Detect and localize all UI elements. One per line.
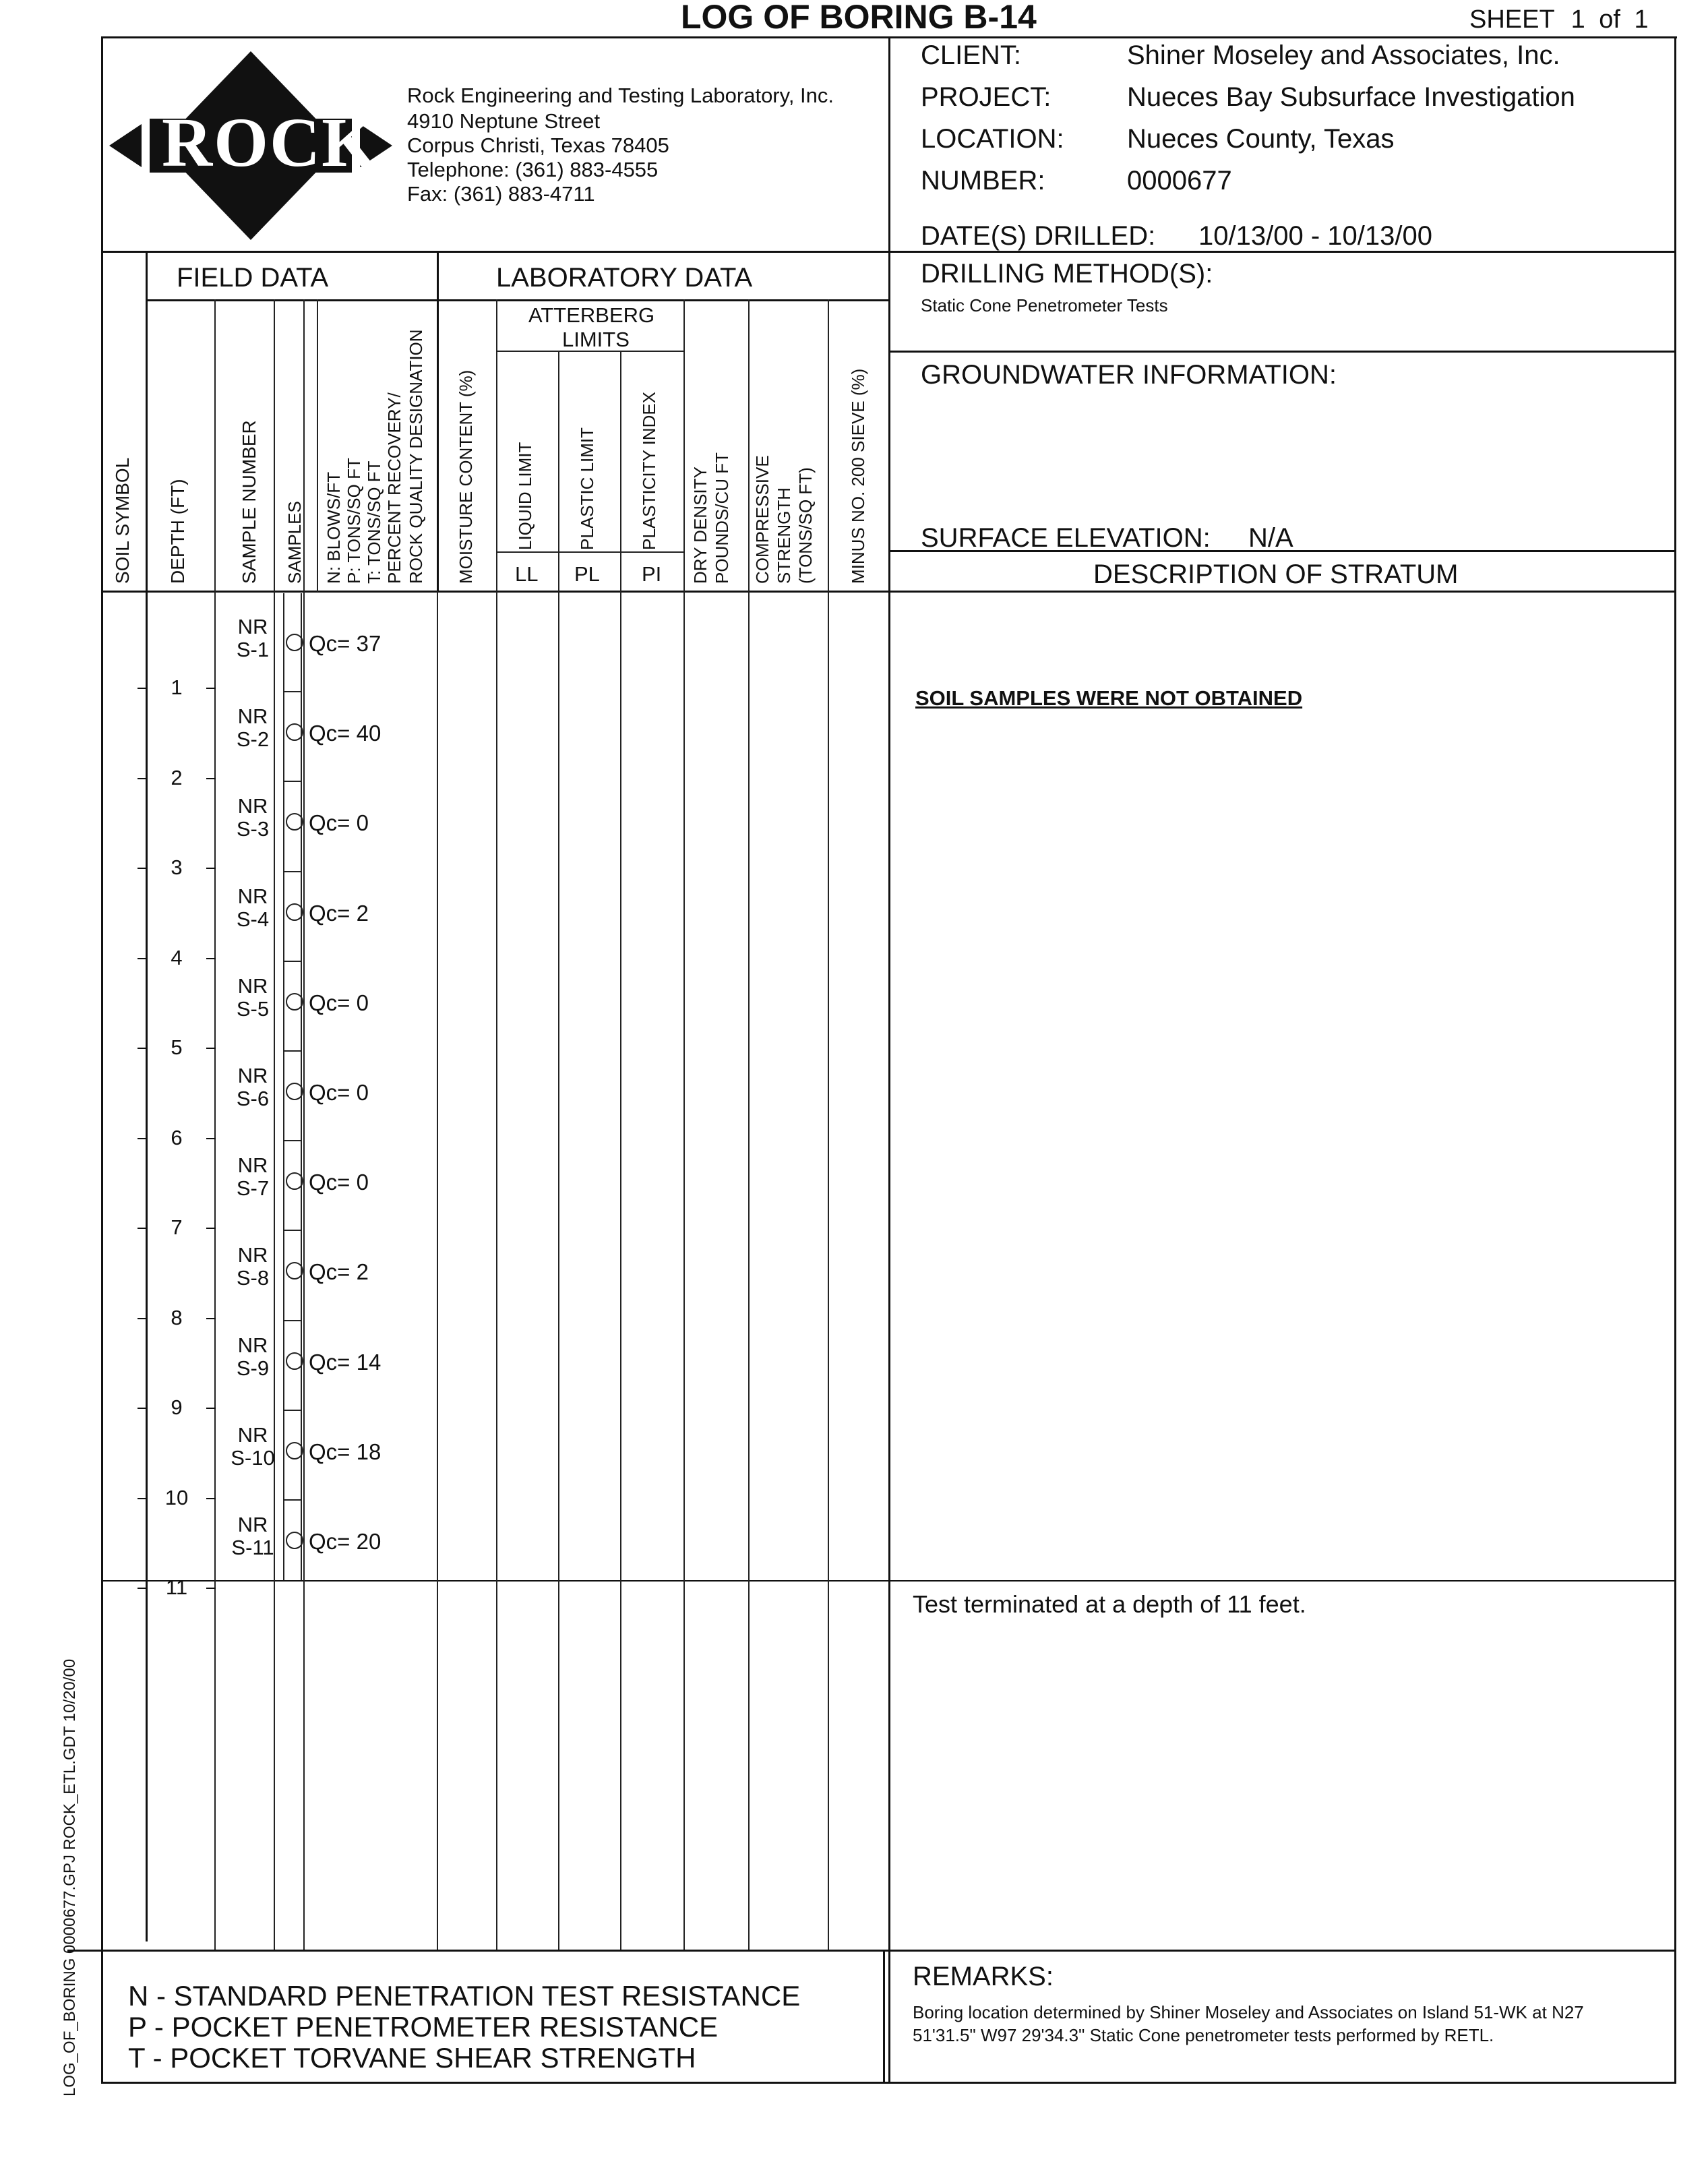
sample-nr: NR: [237, 1333, 268, 1357]
sample-nr: NR: [237, 615, 268, 638]
qc-value: Qc= 2: [309, 900, 369, 926]
sheet-total: 1: [1634, 5, 1649, 34]
sample-divider: [283, 1499, 302, 1501]
qc-value: Qc= 2: [309, 1259, 369, 1285]
sample-id: S-11: [231, 1536, 274, 1559]
qc-value: Qc= 0: [309, 810, 369, 836]
legend-t: T - POCKET TORVANE SHEAR STRENGTH: [128, 2042, 696, 2074]
col-dry-density-2: POUNDS/CU FT: [712, 452, 732, 584]
depth-tick: [206, 1048, 216, 1049]
sheet-indicator: [1469, 5, 1649, 34]
depth-tick: [206, 1318, 216, 1319]
elevation-label: SURFACE ELEVATION:: [921, 523, 1211, 553]
sample-id: S-5: [236, 996, 270, 1021]
client-value: Shiner Moseley and Associates, Inc.: [1127, 40, 1560, 70]
sample-divider: [283, 1320, 302, 1321]
qc-value: Qc= 0: [309, 1170, 369, 1195]
qc-value: Qc= 0: [309, 1080, 369, 1105]
depth-tick: [206, 1228, 216, 1229]
depth-label: 3: [171, 855, 183, 879]
col-liquid-limit: LIQUID LIMIT: [515, 442, 535, 550]
project-label: PROJECT:: [921, 82, 1051, 112]
sample-id: S-4: [236, 907, 270, 931]
remarks-line2: 51'31.5" W97 29'34.3" Static Cone penetrometer tests performed by RETL.: [913, 2025, 1494, 2045]
depth-tick: [138, 778, 147, 779]
atterberg-header-1: ATTERBERG: [528, 303, 655, 327]
col-samples: SAMPLES: [284, 501, 305, 584]
drilling-value: Static Cone Penetrometer Tests: [921, 295, 1168, 315]
depth-label: 1: [171, 675, 183, 699]
depth-tick: [206, 1138, 216, 1139]
sample-divider: [283, 1050, 302, 1052]
qc-value: Qc= 0: [309, 990, 369, 1015]
col-soil-symbol: SOIL SYMBOL: [112, 457, 133, 584]
sample-nr: NR: [237, 1064, 268, 1087]
depth-label: 9: [171, 1395, 183, 1419]
col-moisture: MOISTURE CONTENT (%): [456, 369, 476, 584]
depth-tick: [206, 1408, 216, 1409]
location-label: LOCATION:: [921, 124, 1064, 154]
qc-value: Qc= 40: [309, 721, 382, 746]
project-value: Nueces Bay Subsurface Investigation: [1127, 82, 1575, 112]
col-ll: LL: [515, 562, 539, 586]
sample-nr: NR: [237, 1422, 268, 1447]
sample-marker-icon: [286, 1352, 303, 1370]
qc-value: Qc= 14: [309, 1349, 382, 1375]
sample-nr: NR: [237, 794, 268, 818]
col-sample-number: SAMPLE NUMBER: [239, 420, 260, 584]
col-npt-line2: P: TONS/SQ FT: [344, 458, 364, 584]
sample-id: S-9: [236, 1356, 270, 1380]
depth-tick: [206, 1498, 216, 1499]
col-npt-line5: ROCK QUALITY DESIGNATION: [406, 329, 426, 584]
col-plasticity-index: PLASTICITY INDEX: [639, 391, 659, 550]
drilling-label: DRILLING METHOD(S):: [921, 259, 1213, 289]
depth-label: 7: [171, 1215, 183, 1239]
depth-label: 5: [171, 1035, 183, 1059]
sheet-label: SHEET: [1469, 5, 1555, 34]
col-plastic-limit: PLASTIC LIMIT: [577, 427, 597, 550]
sample-divider: [283, 781, 302, 782]
col-pl: PL: [574, 562, 600, 586]
sample-marker-icon: [286, 634, 303, 651]
qc-value: Qc= 37: [309, 631, 382, 656]
depth-label: 8: [171, 1305, 183, 1329]
depth-label: 2: [171, 765, 183, 789]
dates-label: DATE(S) DRILLED:: [921, 221, 1156, 251]
dates-value: 10/13/00 - 10/13/00: [1198, 221, 1432, 251]
atterberg-header-2: LIMITS: [562, 328, 630, 351]
depth-tick: [138, 1048, 147, 1049]
sample-nr: NR: [237, 884, 268, 908]
legend-n: N - STANDARD PENETRATION TEST RESISTANCE: [128, 1980, 801, 2012]
sheet-of: of: [1599, 5, 1620, 34]
field-data-header: FIELD DATA: [177, 263, 329, 293]
location-value: Nueces County, Texas: [1127, 124, 1395, 154]
depth-tick: [138, 1228, 147, 1229]
depth-tick: [206, 688, 216, 689]
termination-note: Test terminated at a depth of 11 feet.: [913, 1590, 1306, 1618]
sample-nr: NR: [237, 704, 268, 729]
sample-marker-icon: [286, 903, 303, 921]
depth-tick: [138, 688, 147, 689]
depth-tick: [138, 1318, 147, 1319]
sample-id: S-7: [236, 1176, 270, 1201]
sample-divider: [283, 691, 302, 692]
sample-id: S-6: [236, 1087, 270, 1110]
sample-nr: NR: [237, 973, 268, 998]
number-value: 0000677: [1127, 166, 1232, 195]
depth-label: 6: [171, 1125, 183, 1149]
sample-divider: [283, 961, 302, 962]
sheet-num: 1: [1570, 5, 1585, 34]
remarks-label: REMARKS:: [913, 1962, 1054, 1991]
col-minus200: MINUS NO. 200 SIEVE (%): [848, 368, 868, 584]
depth-tick: [206, 1588, 216, 1589]
sample-id: S-2: [236, 727, 270, 752]
side-file-text: LOG_OF_BORING 0000677.GPJ ROCK_ETL.GDT 10/20/00: [61, 1658, 79, 2097]
sample-marker-icon: [286, 1172, 303, 1190]
sample-id: S-8: [236, 1266, 270, 1290]
sample-divider: [283, 1140, 302, 1141]
depth-tick: [138, 868, 147, 869]
sample-marker-icon: [286, 723, 303, 741]
logo-text: ROCK: [162, 104, 377, 181]
company-street: 4910 Neptune Street: [407, 109, 601, 133]
depth-label: 4: [171, 945, 183, 969]
company-logo: [109, 51, 392, 240]
sample-divider: [283, 871, 302, 872]
depth-tick: [138, 958, 147, 959]
depth-tick: [206, 868, 216, 869]
number-label: NUMBER:: [921, 166, 1045, 195]
sample-id: S-10: [231, 1445, 275, 1470]
page-title: LOG OF BORING B-14: [681, 0, 1037, 36]
remarks-line1: Boring location determined by Shiner Moseley and Associates on Island 51-WK at N27: [913, 2002, 1584, 2022]
company-fax: Fax: (361) 883-4711: [407, 182, 595, 206]
laboratory-data-header: LABORATORY DATA: [496, 263, 753, 293]
col-npt-line4: PERCENT RECOVERY/: [384, 392, 404, 584]
sample-marker-icon: [286, 1532, 303, 1549]
qc-value: Qc= 18: [309, 1439, 382, 1464]
col-npt-line1: N: BLOWS/FT: [324, 471, 344, 584]
depth-tick: [138, 1138, 147, 1139]
description-header: DESCRIPTION OF STRATUM: [1093, 560, 1459, 589]
col-compressive-1: COMPRESSIVE: [752, 455, 772, 584]
company-name: Rock Engineering and Testing Laboratory, Inc.: [407, 84, 834, 107]
depth-tick: [138, 1408, 147, 1409]
sample-nr: NR: [237, 1513, 268, 1536]
legend-p: P - POCKET PENETROMETER RESISTANCE: [128, 2011, 719, 2043]
elevation-value: N/A: [1248, 523, 1293, 553]
depth-label: 11: [165, 1575, 188, 1599]
sample-marker-icon: [286, 1442, 303, 1459]
sample-marker-icon: [286, 993, 303, 1011]
client-label: CLIENT:: [921, 40, 1021, 70]
depth-label: 10: [164, 1485, 189, 1509]
col-compressive-3: (TONS/SQ FT): [795, 467, 816, 584]
depth-tick: [138, 1588, 147, 1589]
depth-tick: [138, 1498, 147, 1499]
company-city: Corpus Christi, Texas 78405: [407, 133, 669, 157]
depth-tick: [206, 958, 216, 959]
depth-tick: [206, 778, 216, 779]
sample-nr: NR: [237, 1243, 268, 1267]
col-pi: PI: [642, 562, 662, 586]
stratum-note: SOIL SAMPLES WERE NOT OBTAINED: [915, 686, 1303, 710]
col-npt-line3: T: TONS/SQ FT: [364, 460, 384, 584]
sample-divider: [283, 1410, 302, 1411]
groundwater-label: GROUNDWATER INFORMATION:: [921, 360, 1337, 390]
col-dry-density-1: DRY DENSITY: [690, 466, 710, 584]
qc-value: Qc= 20: [309, 1529, 382, 1554]
col-depth: DEPTH (FT): [167, 479, 188, 584]
sample-nr: NR: [237, 1153, 268, 1178]
sample-id: S-3: [236, 817, 270, 841]
col-compressive-2: STRENGTH: [774, 487, 794, 584]
sample-marker-icon: [286, 1083, 303, 1100]
sample-divider: [283, 1230, 302, 1231]
sample-id: S-1: [236, 638, 270, 661]
company-telephone: Telephone: (361) 883-4555: [407, 158, 659, 181]
